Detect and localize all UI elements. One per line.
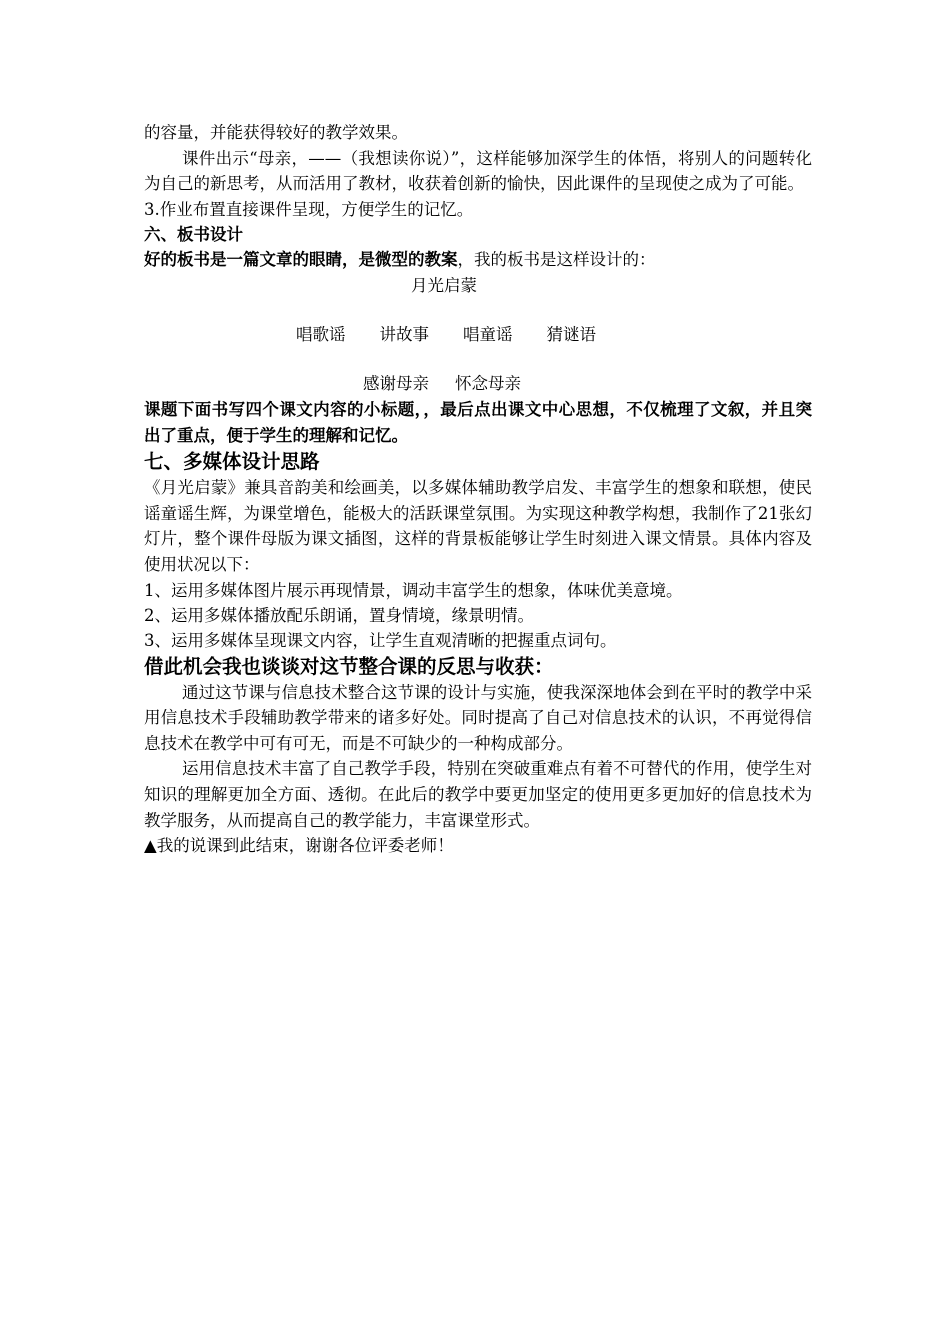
board-item: 唱童谣 xyxy=(463,324,513,344)
section-heading-multimedia: 七、多媒体设计思路 xyxy=(144,450,320,474)
multimedia-item: 3、运用多媒体呈现课文内容，让学生直观清晰的把握重点词句。 xyxy=(144,630,617,650)
paragraph-courseware: 课件出示“母亲，——（我想读你说）”，这样能够加深学生的体悟，将别人的问题转化为自己的新思考，从而活用了教材，收获着创新的愉快，因此课件的呈现使之成为了可能。 xyxy=(144,148,812,194)
board-item: 讲故事 xyxy=(379,324,429,344)
spacer xyxy=(144,299,812,322)
document-page xyxy=(144,120,812,859)
board-summary: 课题下面书写四个课文内容的小标题，，最后点出课文中心思想，不仅梳理了文叙，并且突出了重点，便于学生的理解和记忆。 xyxy=(144,399,812,445)
board-bottom-row xyxy=(144,371,812,397)
paragraph-homework: 3.作业布置直接课件呈现，方便学生的记忆。 xyxy=(144,199,474,219)
board-intro-bold: 好的板书是一篇文章的眼睛，是微型的教案 xyxy=(144,250,458,270)
board-bottom-item: 感谢母亲 xyxy=(363,373,429,393)
board-intro xyxy=(144,247,812,273)
board-title: 月光启蒙 xyxy=(411,275,477,295)
multimedia-item: 1、运用多媒体图片展示再现情景，调动丰富学生的想象，体味优美意境。 xyxy=(144,580,683,600)
multimedia-body: 《月光启蒙》兼具音韵美和绘画美，以多媒体辅助教学启发、丰富学生的想象和联想，使民谣童谣生辉，为课堂增色，能极大的活跃课堂氛围。为实现这种教学构想，我制作了21张幻灯片，整个课件母版为课文插图，这样的背景板能够让学生时刻进入课文情景。具体内容及使用状况以下： xyxy=(144,478,812,574)
board-intro-rest: ，我的板书是这样设计的： xyxy=(457,250,656,270)
board-bottom-item: 怀念母亲 xyxy=(455,373,521,393)
board-item: 唱歌谣 xyxy=(296,324,346,344)
spacer xyxy=(144,348,812,371)
section-heading-board-design: 六、板书设计 xyxy=(144,225,243,245)
multimedia-item: 2、运用多媒体播放配乐朗诵，置身情境，缘景明情。 xyxy=(144,605,534,625)
reflection-paragraph: 通过这节课与信息技术整合这节课的设计与实施，使我深深地体会到在平时的教学中采用信息技术手段辅助教学带来的诸多好处。同时提高了自己对信息技术的认识，不再觉得信息技术在教学中可有可无，而是不可缺少的一种构成部分。 xyxy=(144,682,812,753)
board-item: 猜谜语 xyxy=(546,324,596,344)
paragraph-continued: 的容量，并能获得较好的教学效果。 xyxy=(144,123,408,142)
closing-line: ▲我的说课到此结束，谢谢各位评委老师！ xyxy=(144,836,454,856)
reflection-paragraph: 运用信息技术丰富了自己教学手段，特别在突破重难点有着不可替代的作用，使学生对知识的理解更加全方面、透彻。在此后的教学中要更加坚定的使用更多更加好的信息技术为教学服务，从而提高自己的教学能力，丰富课堂形式。 xyxy=(144,759,812,830)
board-items-row xyxy=(144,322,812,348)
reflection-heading: 借此机会我也谈谈对这节整合课的反思与收获： xyxy=(144,654,554,678)
